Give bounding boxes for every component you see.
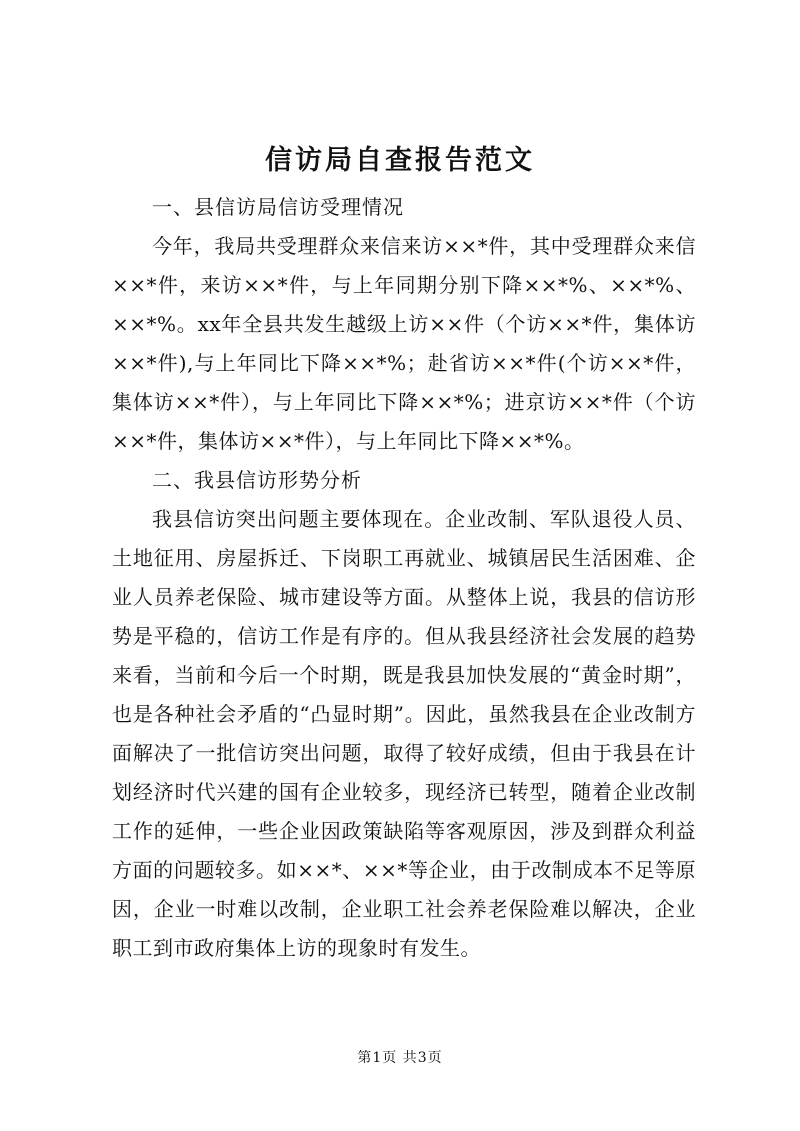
section-paragraph-2: 我县信访突出问题主要体现在。企业改制、军队退役人员、土地征用、房屋拆迁、下岗职工再就业、城镇居民生活困难、企业人员养老保险、城市建设等方面。从整体上说，我县的信访形势是平稳的，信访工作是有序的。但从我县经济社会发展的趋势来看，当前和今后一个时期，既是我县加快发展的“黄金时期”，也是各种社会矛盾的“凸显时期”。因此，虽然我县在企业改制方面解决了一批信访突出问题，取得了较好成绩，但由于我县在计划经济时代兴建的国有企业较多，现经济已转型，随着企业改制工作的延伸，一些企业因政策缺陷等客观原因，涉及到群众利益方面的问题较多。如××*、××*等企业，由于改制成本不足等原因，企业一时难以改制，企业职工社会养老保险难以解决，企业职工到市政府集体上访的现象时有发生。 — [112, 507, 696, 960]
page-number-footer: 第1页 共3页 — [357, 1050, 443, 1066]
section-heading-1: 一、县信访局信访受理情况 — [152, 195, 404, 219]
document-body — [112, 188, 696, 968]
document-title: 信访局自查报告范文 — [265, 145, 535, 176]
section-paragraph-1: 今年，我局共受理群众来信来访××*件，其中受理群众来信××*件，来访××*件，与上年同期分别下降××*%、××*%、××*%。xx年全县共发生越级上访××件（个访××*件，集体访××*件),与上年同比下降××*%；赴省访××*件(个访××*件，集体访××*件），与上年同比下降××*%；进京访××*件（个访××*件，集体访××*件），与上年同比下降××*%。 — [112, 234, 696, 453]
section-heading-2: 二、我县信访形势分析 — [152, 468, 362, 492]
